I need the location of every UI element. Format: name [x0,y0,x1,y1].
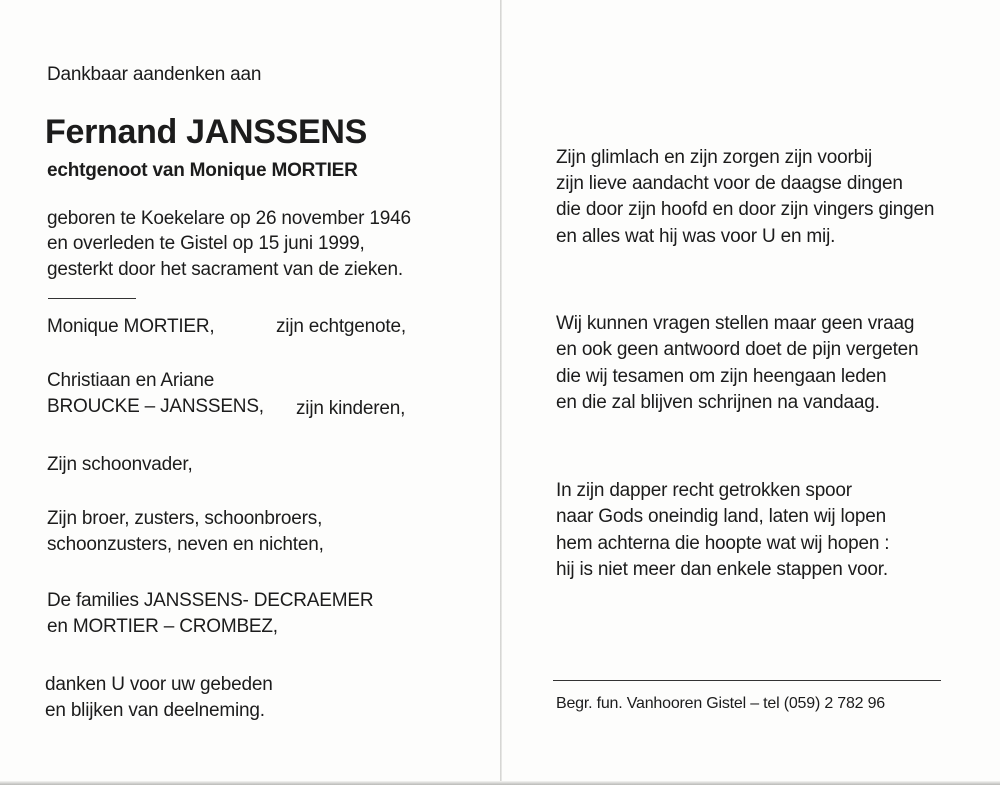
sacrament-line: gesterkt door het sacrament van de zieken. [47,259,403,280]
thanks-line-1: danken U voor uw gebeden [45,674,273,695]
father-in-law-line: Zijn schoonvader, [47,454,193,475]
poem-line: en ook geen antwoord doet de pijn vergeten [556,339,919,360]
poem-line: In zijn dapper recht getrokken spoor [556,480,852,501]
poem-line: naar Gods oneindig land, laten wij lopen [556,506,887,527]
poem-line: die door zijn hoofd en door zijn vingers gingen [556,199,935,220]
poem-line: Zijn glimlach en zijn zorgen zijn voorbij [556,147,872,168]
wife-name: Monique MORTIER, [47,316,215,337]
families-line-1: De families JANSSENS- DECRAEMER [47,590,374,611]
siblings-line-1: Zijn broer, zusters, schoonbroers, [47,508,323,529]
wife-role: zijn echtgenote, [276,316,406,337]
poem-line: en die zal blijven schrijnen na vandaag. [556,392,880,413]
children-role: zijn kinderen, [296,398,406,419]
left-divider [48,298,136,299]
spouse-line: echtgenoot van Monique MORTIER [47,160,358,181]
poem-line: zijn lieve aandacht voor de daagse dingen [556,173,903,194]
poem-line: die wij tesamen om zijn heengaan leden [556,366,887,387]
thanks-line-2: en blijken van deelneming. [45,700,265,721]
siblings-line-2: schoonzusters, neven en nichten, [47,534,324,555]
birth-line: geboren te Koekelare op 26 november 1946 [47,208,411,229]
poem-line: hem achterna die hoopte wat wij hopen : [556,533,890,554]
poem-line: Wij kunnen vragen stellen maar geen vraag [556,313,915,334]
poem-line: en alles wat hij was voor U en mij. [556,226,836,247]
card-bottom-edge [0,781,1000,785]
children-line-1: Christiaan en Ariane [47,370,215,391]
poem-line: hij is niet meer dan enkele stappen voor. [556,559,888,580]
death-line: en overleden te Gistel op 15 juni 1999, [47,233,365,254]
deceased-name: Fernand JANSSENS [45,113,368,151]
right-divider [553,680,941,681]
funeral-home-line: Begr. fun. Vanhooren Gistel – tel (059) 2 782 96 [556,695,885,712]
families-line-2: en MORTIER – CROMBEZ, [47,616,278,637]
card-fold [500,0,502,785]
intro-text: Dankbaar aandenken aan [47,64,262,85]
children-line-2: BROUCKE – JANSSENS, [47,396,264,417]
